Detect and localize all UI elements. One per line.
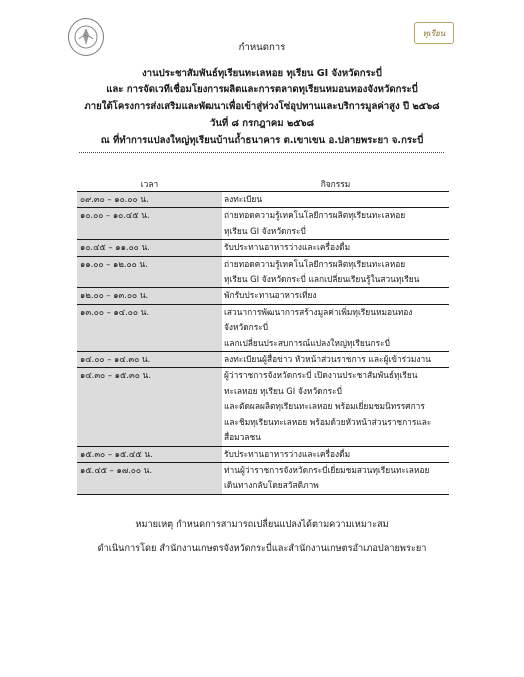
schedule-activity-line: ถ่ายทอดความรู้เทคโนโลยีการผลิตทุเรียนทะเลหอย	[224, 258, 406, 269]
schedule-row	[77, 462, 449, 494]
schedule-activity	[222, 208, 449, 240]
column-header-time: เวลา	[77, 177, 222, 192]
schedule-activity-line: และตัดผลผลิตทุเรียนทะเลหอย พร้อมเยี่ยมชมนิทรรศการ	[224, 401, 425, 412]
footer-organizer: ดำเนินการโดย สำนักงานเกษตรจังหวัดกระบี่และสำนักงานเกษตรอำเภอปลายพระยา	[97, 543, 427, 554]
schedule-activity-line: ทะเลหอย ทุเรียน GI จังหวัดกระบี่	[224, 385, 342, 396]
schedule-row	[77, 352, 449, 368]
document-title: กำหนดการ	[238, 42, 286, 53]
schedule-time: ๐๙.๓๐ – ๑๐.๐๐ น.	[77, 192, 222, 208]
schedule-activity	[222, 446, 449, 462]
schedule-activity-line: รับประทานอาหารว่างและเครื่องดื่ม	[224, 242, 351, 253]
schedule-activity-line: ลงทะเบียน	[224, 194, 263, 204]
schedule-time: ๑๕.๓๐ – ๑๕.๔๕ น.	[77, 446, 222, 462]
schedule-time: ๑๐.๐๐ – ๑๐.๔๕ น.	[77, 208, 222, 240]
event-title-line-2: และ การจัดเวทีเชื่อมโยงการผลิตและการตลาดทุเรียนหมอนทองจังหวัดกระบี่	[106, 84, 418, 95]
schedule-time: ๑๐.๔๕ – ๑๑.๐๐ น.	[77, 240, 222, 256]
schedule-activity-line: พักรับประทานอาหารเที่ยง	[224, 290, 317, 301]
column-header-activity: กิจกรรม	[222, 177, 449, 192]
schedule-activity-line: เดินทางกลับโดยสวัสดิภาพ	[224, 480, 319, 491]
durian-brand-logo-text: ทุเรียน	[422, 28, 446, 38]
schedule-activity	[222, 368, 449, 446]
schedule-row	[77, 240, 449, 256]
event-venue: ณ ที่ทำการแปลงใหญ่ทุเรียนบ้านถ้ำธนาคาร ต.เขาเขน อ.ปลายพระยา จ.กระบี่	[100, 135, 424, 146]
schedule-time: ๑๒.๐๐ – ๑๓.๐๐ น.	[77, 288, 222, 304]
schedule-activity	[222, 462, 449, 494]
schedule-activity-line: เสวนาการพัฒนาการสร้างมูลค่าเพิ่มทุเรียนหมอนทอง	[224, 306, 413, 317]
schedule-activity	[222, 352, 449, 368]
schedule-activity	[222, 192, 449, 208]
schedule-body	[77, 192, 449, 495]
schedule-activity-line: ผู้ว่าราชการจังหวัดกระบี่ เปิดงานประชาสัมพันธ์ทุเรียน	[224, 370, 418, 381]
event-title-line-1: งานประชาสัมพันธ์ทุเรียนทะเลหอย ทุเรียน GI จังหวัดกระบี่	[142, 68, 382, 79]
schedule-time: ๑๓.๐๐ – ๑๔.๐๐ น.	[77, 304, 222, 351]
schedule-time: ๑๕.๔๕ – ๑๗.๐๐ น.	[77, 462, 222, 494]
schedule-row	[77, 446, 449, 462]
schedule-activity-line: จังหวัดกระบี่	[224, 322, 269, 333]
schedule-activity-line: ทุเรียน GI จังหวัดกระบี่ แลกเปลี่ยนเรียนรู้ในสวนทุเรียน	[224, 274, 420, 285]
schedule-activity	[222, 240, 449, 256]
schedule-row	[77, 288, 449, 304]
schedule-activity-line: และชิมทุเรียนทะเลหอย พร้อมด้วยหัวหน้าส่วนราชการและ	[224, 416, 432, 427]
schedule-row	[77, 192, 449, 208]
schedule-row	[77, 208, 449, 240]
project-line: ภายใต้โครงการส่งเสริมและพัฒนาเพื่อเข้าสู่ห่วงโซ่อุปทานและบริการมูลค่าสูง ปี ๒๕๖๘	[84, 101, 440, 112]
schedule-activity-line: แลกเปลี่ยนประสบการณ์แปลงใหญ่ทุเรียนกระบี่	[224, 337, 390, 348]
schedule-time: ๑๔.๐๐ – ๑๔.๓๐ น.	[77, 352, 222, 368]
schedule-row	[77, 256, 449, 288]
schedule-activity-line: ท่านผู้ว่าราชการจังหวัดกระบี่เยี่ยมชมสวนทุเรียนทะเลหอย	[224, 464, 430, 475]
schedule-activity	[222, 256, 449, 288]
schedule-activity-line: ทุเรียน GI จังหวัดกระบี่	[224, 225, 306, 236]
schedule-activity-line: ถ่ายทอดความรู้เทคโนโลยีการผลิตทุเรียนทะเลหอย	[224, 210, 406, 221]
footer-note: หมายเหตุ กำหนดการสามารถเปลี่ยนแปลงได้ตามความเหมาะสม	[135, 519, 389, 530]
schedule-activity	[222, 288, 449, 304]
schedule-row	[77, 304, 449, 351]
schedule-activity-line: รับประทานอาหารว่างและเครื่องดื่ม	[224, 448, 351, 459]
schedule-row	[77, 368, 449, 446]
schedule-table	[77, 177, 449, 495]
schedule-time: ๑๔.๓๐ – ๑๕.๓๐ น.	[77, 368, 222, 446]
dotted-divider	[79, 152, 444, 153]
schedule-activity-line: สื่อมวลชน	[224, 432, 261, 443]
event-date: วันที่ ๘ กรกฎาคม ๒๕๖๘	[209, 118, 315, 129]
schedule-activity	[222, 304, 449, 351]
schedule-activity-line: ลงทะเบียนผู้สื่อข่าว หัวหน้าส่วนราชการ และผู้เข้าร่วมงาน	[224, 354, 431, 365]
schedule-time: ๑๑.๐๐ – ๑๒.๐๐ น.	[77, 256, 222, 288]
